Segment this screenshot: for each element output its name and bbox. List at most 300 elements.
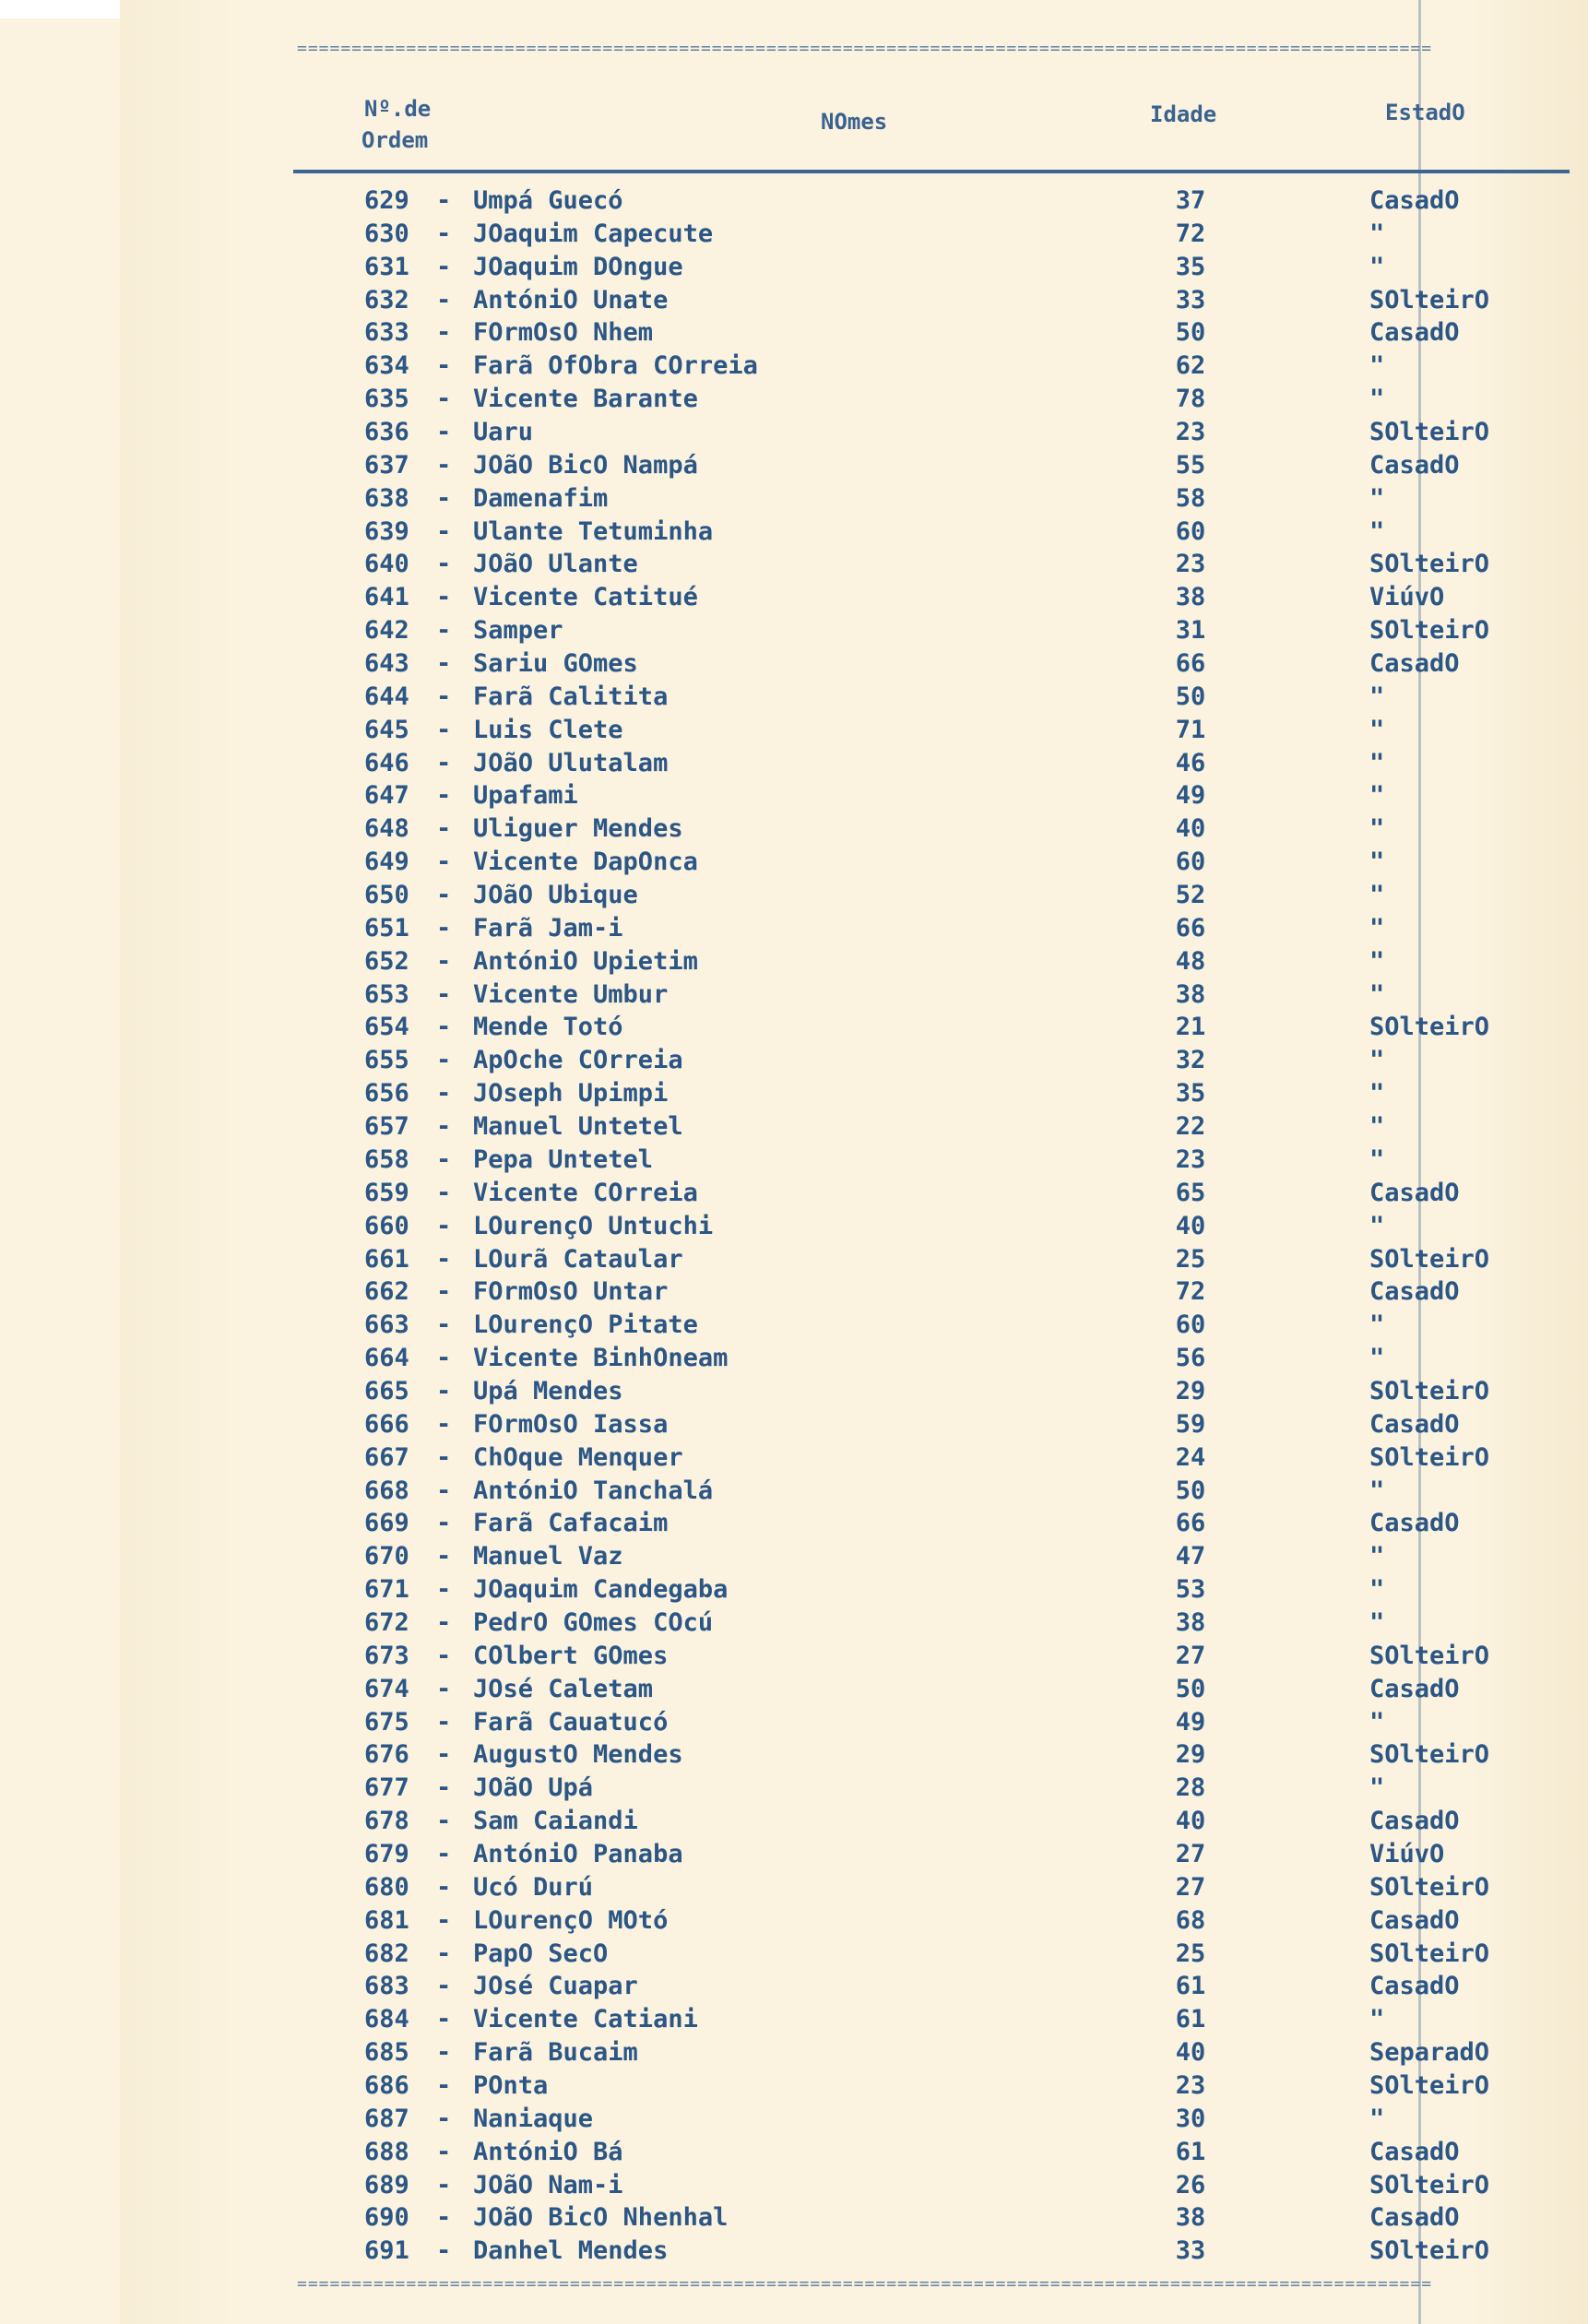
entry-number: 670 [364, 1542, 409, 1571]
entry-age: 35 [1175, 1079, 1206, 1109]
names-header: NOmes [821, 109, 888, 135]
entry-dash: - [436, 814, 452, 844]
entry-status: " [1369, 1707, 1385, 1737]
entry-dash: - [436, 550, 452, 579]
entry-dash: - [436, 781, 452, 811]
entry-name: JOãO Nam-i [473, 2170, 623, 2200]
number-header-line2: Ordem [361, 127, 429, 153]
entry-name: JOsé Cuapar [473, 1972, 638, 2001]
entry-status: " [1369, 715, 1385, 744]
list-item [364, 1044, 1563, 1077]
entry-name: Uaru [473, 418, 534, 447]
entry-status: " [1369, 881, 1385, 910]
entry-status: CasadO [1369, 318, 1460, 348]
entry-age: 23 [1175, 418, 1206, 447]
entry-name: Ucó Durú [473, 1872, 594, 1902]
entry-number: 680 [364, 1872, 409, 1902]
entry-number: 676 [364, 1740, 409, 1770]
entry-dash: - [436, 1277, 452, 1307]
list-item [364, 1904, 1563, 1938]
entry-status: " [1369, 252, 1385, 281]
entry-age: 49 [1175, 781, 1206, 811]
entry-status: CasadO [1369, 2137, 1460, 2166]
entry-status: CasadO [1369, 2203, 1460, 2233]
entry-number: 650 [364, 881, 409, 910]
entry-number: 647 [364, 781, 409, 811]
entry-age: 28 [1175, 1773, 1206, 1803]
list-item [364, 482, 1563, 516]
entry-status: CasadO [1369, 1905, 1460, 1935]
entry-dash: - [436, 1674, 452, 1703]
entry-number: 644 [364, 682, 409, 711]
list-item [364, 251, 1563, 284]
entry-name: PapO SecO [473, 1939, 609, 1968]
entry-status: CasadO [1369, 1509, 1460, 1538]
entry-name: JOãO Ulutalam [473, 748, 669, 777]
list-item [364, 548, 1563, 581]
entry-dash: - [436, 450, 452, 480]
entry-number: 656 [364, 1079, 409, 1109]
entry-dash: - [436, 1575, 452, 1605]
entry-number: 657 [364, 1112, 409, 1142]
entry-name: LOurençO Pitate [473, 1310, 698, 1340]
entry-age: 53 [1175, 1575, 1206, 1605]
entry-name: Danhel Mendes [473, 2236, 669, 2266]
entry-number: 691 [364, 2236, 409, 2266]
list-item [364, 714, 1563, 747]
age-header: Idade [1150, 101, 1217, 127]
entry-number: 660 [364, 1211, 409, 1240]
entry-name: Manuel Untetel [473, 1112, 683, 1142]
entry-age: 47 [1175, 1542, 1206, 1571]
entry-status: CasadO [1369, 186, 1460, 215]
list-item [364, 1573, 1563, 1607]
entry-name: Pepa Untetel [473, 1144, 654, 1174]
entry-status: SOlteirO [1369, 2170, 1490, 2200]
entry-number: 673 [364, 1641, 409, 1670]
entry-age: 38 [1175, 2203, 1206, 2233]
entry-dash: - [436, 1607, 452, 1637]
list-item [364, 1441, 1563, 1475]
list-item [364, 218, 1563, 251]
entry-age: 32 [1175, 1046, 1206, 1075]
entry-number: 659 [364, 1178, 409, 1207]
entry-status: SOlteirO [1369, 418, 1490, 447]
entry-age: 30 [1175, 2104, 1206, 2133]
list-item [364, 1342, 1563, 1375]
entry-number: 678 [364, 1807, 409, 1836]
entry-number: 679 [364, 1839, 409, 1868]
list-item [364, 1938, 1563, 1971]
list-item [364, 316, 1563, 350]
entry-dash: - [436, 1310, 452, 1340]
entry-status: CasadO [1369, 649, 1460, 679]
entry-number: 648 [364, 814, 409, 844]
entry-age: 60 [1175, 848, 1206, 877]
list-item [364, 1144, 1563, 1177]
list-item [364, 779, 1563, 812]
list-item [364, 1077, 1563, 1110]
list-item [364, 1540, 1563, 1573]
list-item [364, 681, 1563, 714]
entry-dash: - [436, 1144, 452, 1174]
entry-number: 681 [364, 1905, 409, 1935]
entry-age: 29 [1175, 1740, 1206, 1770]
entry-name: Umpá Guecó [473, 186, 623, 215]
entry-number: 684 [364, 2005, 409, 2034]
entry-number: 629 [364, 186, 409, 215]
entry-name: COlbert GOmes [473, 1641, 669, 1670]
entry-name: Ulante Tetuminha [473, 516, 714, 546]
entry-name: AntóniO Tanchalá [473, 1476, 714, 1505]
entry-name: Mende Totó [473, 1013, 623, 1042]
entry-dash: - [436, 1442, 452, 1472]
list-item [364, 1309, 1563, 1342]
entry-name: AugustO Mendes [473, 1740, 683, 1770]
list-item [364, 1475, 1563, 1508]
entry-dash: - [436, 1344, 452, 1373]
list-item [364, 2169, 1563, 2202]
entry-status: " [1369, 1144, 1385, 1174]
entry-status: " [1369, 781, 1385, 811]
entry-status: " [1369, 351, 1385, 381]
entry-number: 688 [364, 2137, 409, 2166]
entry-name: Vicente COrreia [473, 1178, 698, 1207]
entry-number: 685 [364, 2038, 409, 2068]
entry-status: CasadO [1369, 1277, 1460, 1307]
entry-dash: - [436, 2170, 452, 2200]
entry-age: 40 [1175, 1211, 1206, 1240]
entry-number: 649 [364, 848, 409, 877]
status-header: EstadO [1385, 100, 1465, 125]
entry-number: 674 [364, 1674, 409, 1703]
entry-name: Vicente Barante [473, 385, 698, 414]
entry-name: JOaquim DOngue [473, 252, 683, 281]
entry-number: 687 [364, 2104, 409, 2133]
entry-name: FOrmOsO Untar [473, 1277, 669, 1307]
entry-dash: - [436, 1244, 452, 1274]
entry-dash: - [436, 1641, 452, 1670]
entry-dash: - [436, 252, 452, 281]
entry-name: ApOche COrreia [473, 1046, 683, 1075]
entry-status: " [1369, 1773, 1385, 1803]
list-item [364, 1871, 1563, 1904]
entry-name: Farã Cauatucó [473, 1707, 669, 1737]
entry-status: SOlteirO [1369, 1244, 1490, 1274]
entry-age: 40 [1175, 1807, 1206, 1836]
entry-number: 663 [364, 1310, 409, 1340]
entry-status: " [1369, 1575, 1385, 1605]
entry-age: 40 [1175, 814, 1206, 844]
entry-dash: - [436, 483, 452, 513]
entry-number: 642 [364, 616, 409, 646]
entry-number: 690 [364, 2203, 409, 2233]
entry-status: " [1369, 1310, 1385, 1340]
entry-number: 633 [364, 318, 409, 348]
entry-name: JOsé Caletam [473, 1674, 654, 1703]
entry-number: 662 [364, 1277, 409, 1307]
entry-age: 55 [1175, 450, 1206, 480]
entry-status: " [1369, 1344, 1385, 1373]
list-item [364, 1640, 1563, 1673]
entry-status: " [1369, 1476, 1385, 1505]
entry-age: 29 [1175, 1376, 1206, 1405]
entry-dash: - [436, 1939, 452, 1968]
list-item [364, 1772, 1563, 1805]
entry-dash: - [436, 285, 452, 314]
entry-name: Farã Cafacaim [473, 1509, 669, 1538]
entry-status: " [1369, 1542, 1385, 1571]
entry-dash: - [436, 418, 452, 447]
entry-number: 682 [364, 1939, 409, 1968]
entry-dash: - [436, 186, 452, 215]
entry-number: 632 [364, 285, 409, 314]
entry-number: 677 [364, 1773, 409, 1803]
entry-dash: - [436, 1013, 452, 1042]
list-item [364, 350, 1563, 383]
entry-age: 27 [1175, 1641, 1206, 1670]
entry-age: 60 [1175, 1310, 1206, 1340]
entry-age: 27 [1175, 1872, 1206, 1902]
entry-number: 667 [364, 1442, 409, 1472]
entry-dash: - [436, 2070, 452, 2100]
number-header-line1: Nº.de [364, 96, 432, 122]
list-item [364, 1805, 1563, 1838]
entry-number: 640 [364, 550, 409, 579]
entry-dash: - [436, 2203, 452, 2233]
entry-status: SOlteirO [1369, 1013, 1490, 1042]
entry-age: 23 [1175, 1144, 1206, 1174]
entry-dash: - [436, 748, 452, 777]
list-item [364, 184, 1563, 218]
list-item [364, 2136, 1563, 2169]
entry-age: 31 [1175, 616, 1206, 646]
entry-age: 33 [1175, 2236, 1206, 2266]
entry-status: " [1369, 1211, 1385, 1240]
entry-status: " [1369, 1112, 1385, 1142]
entry-status: SOlteirO [1369, 1442, 1490, 1472]
entry-name: Vicente Umbur [473, 979, 669, 1009]
entry-name: Upafami [473, 781, 578, 811]
entry-dash: - [436, 2005, 452, 2034]
entry-status: " [1369, 483, 1385, 513]
entry-age: 60 [1175, 516, 1206, 546]
entry-status: " [1369, 814, 1385, 844]
entry-age: 40 [1175, 2038, 1206, 2068]
entry-age: 78 [1175, 385, 1206, 414]
entry-name: POnta [473, 2070, 549, 2100]
entry-name: Vicente Catiani [473, 2005, 698, 2034]
entry-number: 641 [364, 583, 409, 612]
entry-number: 658 [364, 1144, 409, 1174]
list-item [364, 1738, 1563, 1772]
entry-number: 672 [364, 1607, 409, 1637]
list-item [364, 2036, 1563, 2069]
entry-name: AntóniO Upietim [473, 946, 698, 976]
entry-name: JOaquim Capecute [473, 219, 714, 248]
list-item [364, 1706, 1563, 1739]
entry-dash: - [436, 583, 452, 612]
entry-number: 655 [364, 1046, 409, 1075]
entry-age: 68 [1175, 1905, 1206, 1935]
entry-age: 66 [1175, 1509, 1206, 1538]
entry-dash: - [436, 1376, 452, 1405]
list-item [364, 978, 1563, 1012]
entry-status: SOlteirO [1369, 550, 1490, 579]
entry-name: Naniaque [473, 2104, 594, 2133]
list-item [364, 1607, 1563, 1640]
entry-status: " [1369, 1607, 1385, 1637]
entry-dash: - [436, 848, 452, 877]
entry-age: 66 [1175, 913, 1206, 943]
list-item [364, 2103, 1563, 2136]
entry-dash: - [436, 1079, 452, 1109]
list-item [364, 1177, 1563, 1210]
entry-status: " [1369, 516, 1385, 546]
list-item [364, 1243, 1563, 1276]
page-corner [0, 0, 120, 18]
entry-number: 671 [364, 1575, 409, 1605]
entry-number: 646 [364, 748, 409, 777]
entry-number: 675 [364, 1707, 409, 1737]
entry-status: ViúvO [1369, 1839, 1445, 1868]
list-item [364, 1673, 1563, 1706]
entry-age: 61 [1175, 2005, 1206, 2034]
entry-dash: - [436, 1839, 452, 1868]
entry-status: " [1369, 219, 1385, 248]
entry-dash: - [436, 881, 452, 910]
list-item [364, 383, 1563, 416]
entry-age: 59 [1175, 1409, 1206, 1439]
bottom-rule: ======================================================================================================== [297, 2274, 1433, 2294]
entry-dash: - [436, 2038, 452, 2068]
entry-number: 689 [364, 2170, 409, 2200]
entry-status: SOlteirO [1369, 1376, 1490, 1405]
entry-dash: - [436, 1509, 452, 1538]
entry-age: 50 [1175, 682, 1206, 711]
entry-number: 666 [364, 1409, 409, 1439]
entries-list [364, 184, 1563, 2268]
entry-age: 72 [1175, 219, 1206, 248]
entry-status: ViúvO [1369, 583, 1445, 612]
entry-age: 21 [1175, 1013, 1206, 1042]
entry-status: " [1369, 913, 1385, 943]
entry-status: SOlteirO [1369, 2236, 1490, 2266]
entry-dash: - [436, 516, 452, 546]
entry-dash: - [436, 2137, 452, 2166]
entry-number: 631 [364, 252, 409, 281]
entry-number: 664 [364, 1344, 409, 1373]
entry-age: 50 [1175, 1476, 1206, 1505]
entry-name: JOseph Upimpi [473, 1079, 669, 1109]
entry-name: JOãO Ubique [473, 881, 638, 910]
entry-age: 23 [1175, 2070, 1206, 2100]
entry-name: FOrmOsO Nhem [473, 318, 654, 348]
entry-name: Farã Bucaim [473, 2038, 638, 2068]
list-item [364, 2201, 1563, 2235]
entry-number: 630 [364, 219, 409, 248]
entry-age: 61 [1175, 1972, 1206, 2001]
entry-status: " [1369, 848, 1385, 877]
entry-age: 49 [1175, 1707, 1206, 1737]
entry-age: 25 [1175, 1244, 1206, 1274]
entry-dash: - [436, 1872, 452, 1902]
entry-name: PedrO GOmes COcú [473, 1607, 714, 1637]
entry-name: LOurençO Untuchi [473, 1211, 714, 1240]
entry-status: " [1369, 1079, 1385, 1109]
entry-name: Uliguer Mendes [473, 814, 683, 844]
entry-age: 22 [1175, 1112, 1206, 1142]
entry-status: SOlteirO [1369, 285, 1490, 314]
list-item [364, 416, 1563, 449]
entry-age: 65 [1175, 1178, 1206, 1207]
list-item [364, 846, 1563, 879]
entry-name: Damenafim [473, 483, 609, 513]
entry-number: 634 [364, 351, 409, 381]
entry-status: CasadO [1369, 1674, 1460, 1703]
entry-age: 35 [1175, 252, 1206, 281]
entry-dash: - [436, 1211, 452, 1240]
entry-number: 651 [364, 913, 409, 943]
entry-number: 686 [364, 2070, 409, 2100]
entry-status: SOlteirO [1369, 1740, 1490, 1770]
entry-age: 62 [1175, 351, 1206, 381]
entry-name: ChOque Menquer [473, 1442, 683, 1472]
entry-age: 58 [1175, 483, 1206, 513]
entry-number: 645 [364, 715, 409, 744]
entry-age: 61 [1175, 2137, 1206, 2166]
list-item [364, 747, 1563, 780]
list-item [364, 449, 1563, 482]
list-item [364, 1011, 1563, 1044]
entry-status: SOlteirO [1369, 1872, 1490, 1902]
list-item [364, 1210, 1563, 1243]
top-rule: ======================================================================================================== [297, 39, 1433, 58]
entry-dash: - [436, 2236, 452, 2266]
entry-age: 23 [1175, 550, 1206, 579]
entry-name: Samper [473, 616, 563, 646]
entry-dash: - [436, 946, 452, 976]
entry-age: 50 [1175, 1674, 1206, 1703]
entry-name: FOrmOsO Iassa [473, 1409, 669, 1439]
entry-age: 48 [1175, 946, 1206, 976]
entry-dash: - [436, 1972, 452, 2001]
entry-age: 24 [1175, 1442, 1206, 1472]
entry-dash: - [436, 1409, 452, 1439]
entry-age: 26 [1175, 2170, 1206, 2200]
entry-name: JOãO Ulante [473, 550, 638, 579]
entry-status: SOlteirO [1369, 2070, 1490, 2100]
entry-number: 637 [364, 450, 409, 480]
list-item [364, 2235, 1563, 2268]
entry-dash: - [436, 385, 452, 414]
entry-status: " [1369, 385, 1385, 414]
list-item [364, 912, 1563, 945]
list-item [364, 945, 1563, 978]
entry-dash: - [436, 979, 452, 1009]
entry-dash: - [436, 219, 452, 248]
list-item [364, 1275, 1563, 1309]
entry-dash: - [436, 1773, 452, 1803]
entry-status: CasadO [1369, 1807, 1460, 1836]
entry-age: 37 [1175, 186, 1206, 215]
entry-name: JOaquim Candegaba [473, 1575, 729, 1605]
entry-age: 46 [1175, 748, 1206, 777]
entry-number: 636 [364, 418, 409, 447]
entry-name: AntóniO Panaba [473, 1839, 683, 1868]
entry-name: Farã Calitita [473, 682, 669, 711]
entry-dash: - [436, 1740, 452, 1770]
